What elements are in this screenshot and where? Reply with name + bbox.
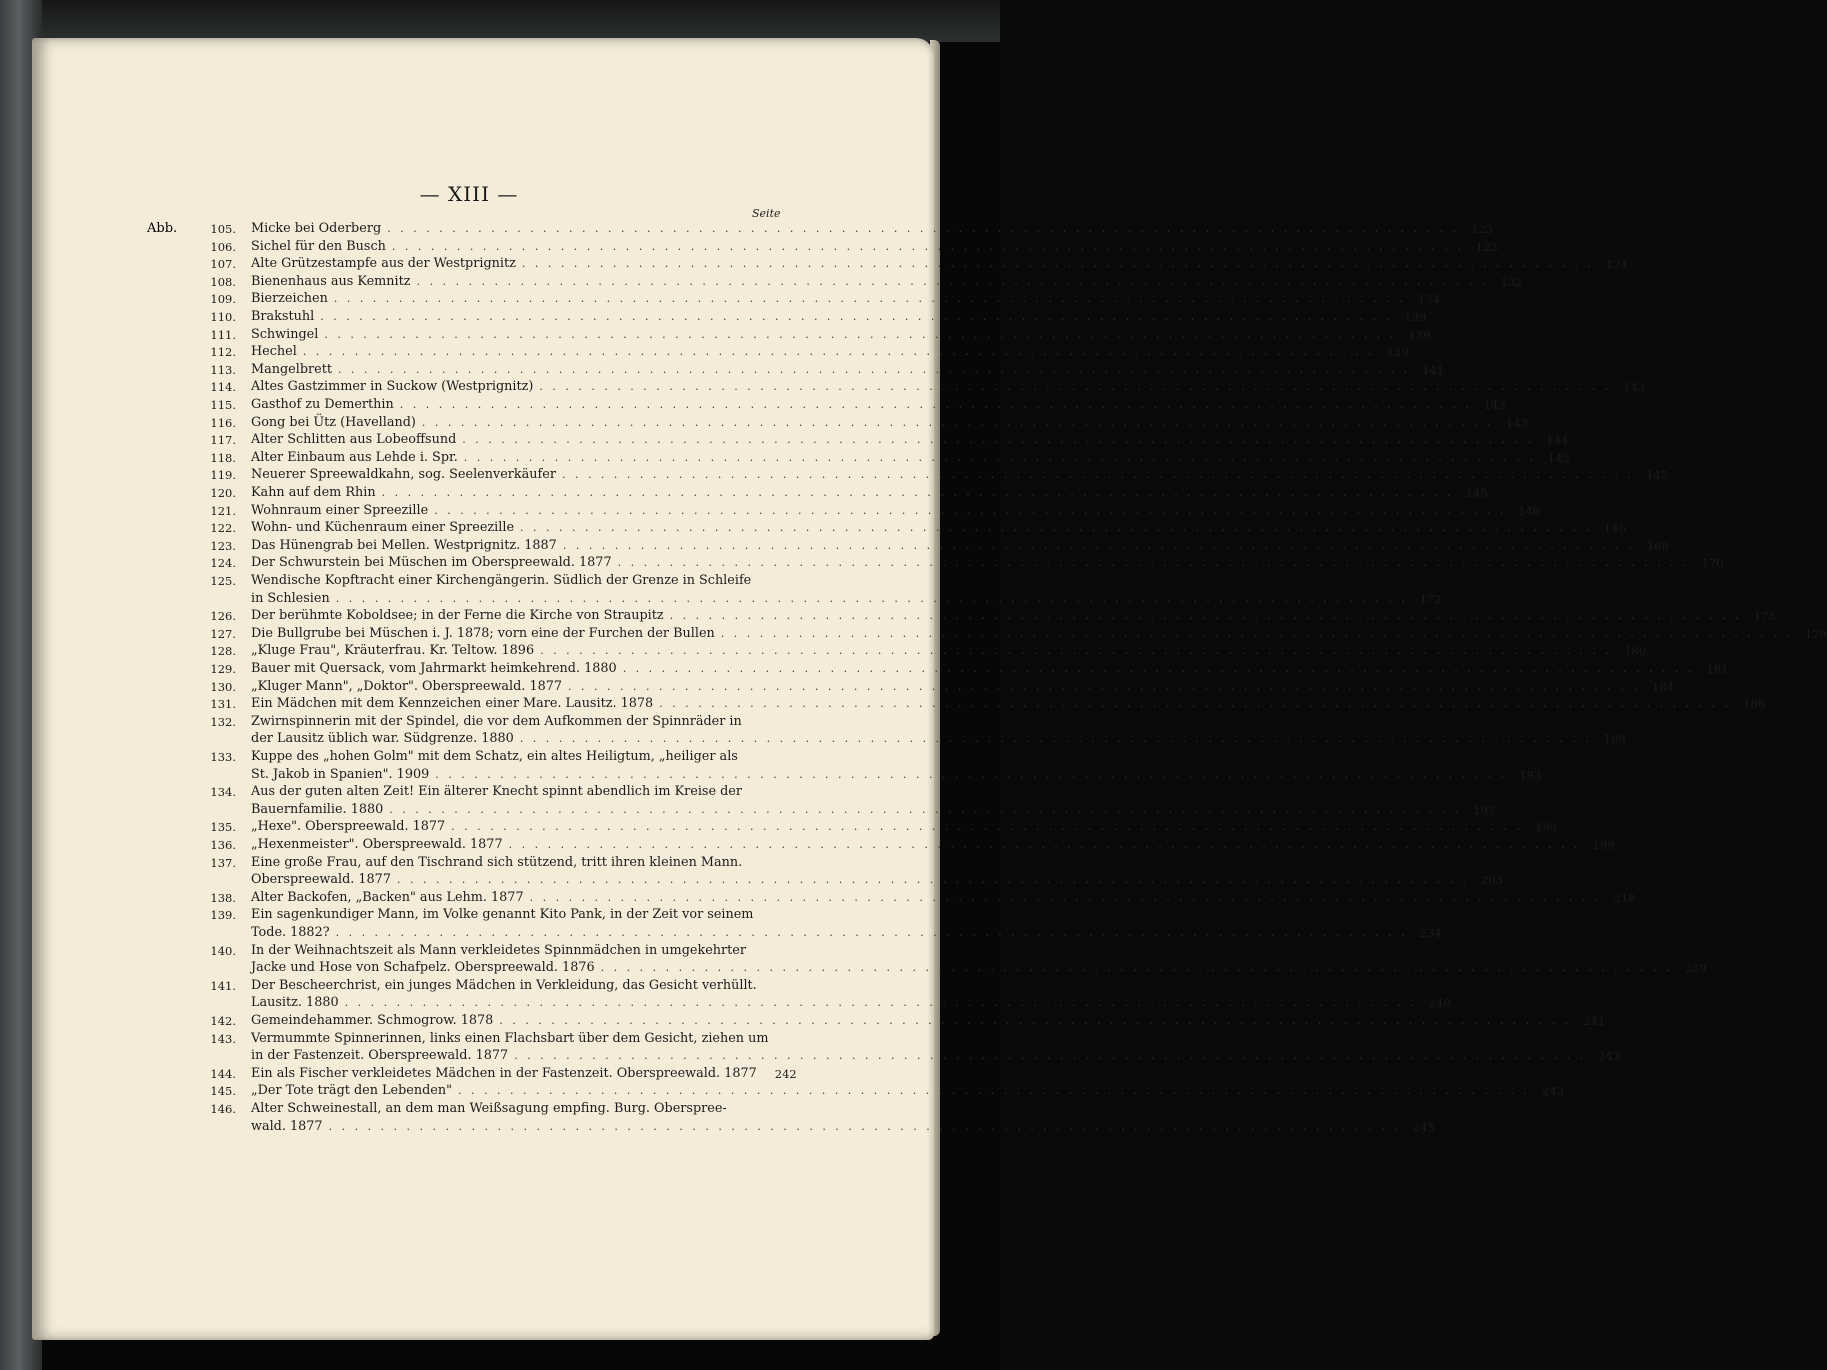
- entry-title: „Der Tote trägt den Lebenden": [251, 1083, 453, 1099]
- entry-title: Kahn auf dem Rhin: [251, 485, 376, 500]
- entry-line-with-page: [251, 994, 1451, 1012]
- illustration-number: 140.: [210, 943, 236, 958]
- illustration-number: 107.: [210, 257, 236, 272]
- entry-line-with-page: [251, 361, 1444, 379]
- entry-title: Alter Backofen, „Backen" aus Lehm. 1877: [251, 889, 524, 905]
- illustration-number: 106.: [210, 239, 236, 254]
- leader-dots: [389, 801, 1461, 819]
- page-number: 203: [1480, 873, 1503, 888]
- leader-dots: [601, 959, 1673, 977]
- entry-title: Bauernfamilie. 1880: [251, 801, 384, 817]
- entry-line-with-page: [251, 660, 1729, 678]
- leader-dots: [464, 449, 1536, 467]
- illustration-number: 138.: [210, 890, 236, 905]
- entry-title: Der berühmte Koboldsee; in der Ferne die Kirche von Straupitz: [251, 608, 664, 624]
- entry-title: Kuppe des „hohen Golm" mit dem Schatz, ein altes Heiligtum, „heiliger als: [251, 749, 738, 764]
- entry-title: St. Jakob in Spanien". 1909: [251, 766, 430, 782]
- entry-title: Gemeindehammer. Schmogrow. 1878: [251, 1013, 494, 1028]
- leader-dots: [514, 1047, 1586, 1065]
- illustration-number: 123.: [210, 538, 236, 553]
- page-number: 143: [1483, 398, 1506, 412]
- page-number: 145: [1645, 468, 1668, 483]
- illustration-number: 145.: [210, 1084, 236, 1099]
- illustration-number: 117.: [210, 433, 236, 448]
- page-number: 181: [1706, 662, 1729, 676]
- entry-title: „Kluge Frau", Kräuterfrau. Kr. Teltow. 1896: [251, 643, 535, 659]
- entry-title: Mangelbrett: [251, 361, 332, 377]
- leader-dots: [334, 290, 1406, 308]
- illustration-number: 118.: [210, 450, 236, 465]
- page-number: 172: [1419, 591, 1442, 606]
- page-number: 242: [774, 1066, 797, 1081]
- entry-line-with-page: [251, 238, 1498, 256]
- entry-title: Bierzeichen: [251, 291, 328, 307]
- page-number: 170: [1701, 556, 1724, 571]
- entry-title: Neuerer Spreewaldkahn, sog. Seelenverkäufer: [251, 467, 556, 483]
- leader-dots: [382, 484, 1454, 502]
- leader-dots: [462, 431, 1534, 449]
- page-number: 186: [1743, 697, 1766, 712]
- entry-line-with-page: [251, 607, 1776, 625]
- entry-line-with-page: [251, 695, 1766, 713]
- leader-dots: [324, 326, 1396, 344]
- leader-dots: [417, 273, 1489, 291]
- entry-title: In der Weihnachtszeit als Mann verkleidetes Spinnmädchen in umgekehrter: [251, 942, 746, 958]
- page-number: 124: [1605, 257, 1628, 272]
- illustration-number: 111.: [210, 327, 236, 342]
- page-number: 218: [1613, 890, 1636, 905]
- page-number: 241: [1583, 1014, 1606, 1028]
- entry-title: Bienenhaus aus Kemnitz: [251, 273, 411, 289]
- leader-dots: [520, 730, 1592, 748]
- illustration-number: 136.: [210, 838, 236, 852]
- page-number: 180: [1624, 644, 1647, 659]
- entry-line-with-page: [251, 537, 1669, 555]
- entry-title: Wendische Kopftracht einer Kirchengängerin. Südlich der Grenze in Schleife: [251, 573, 752, 588]
- entry-title: Hechel: [251, 344, 297, 360]
- entry-line-with-page: [251, 678, 1674, 696]
- leader-dots: [499, 1012, 1571, 1030]
- entry-line-with-page: [251, 625, 1827, 643]
- illustration-number: 112.: [210, 345, 236, 360]
- leader-dots: [539, 378, 1611, 396]
- page-number: 123: [1471, 222, 1494, 236]
- entry-line-with-page: [251, 519, 1626, 537]
- entry-line-with-page: [251, 255, 1628, 273]
- entry-title: Das Hünengrab bei Mellen. Westprignitz. 1887: [251, 537, 557, 553]
- leader-dots: [618, 554, 1690, 572]
- entry-title: Brakstuhl: [251, 309, 315, 324]
- entry-title: Tode. 1882?: [251, 925, 330, 940]
- entry-title: Sichel für den Busch: [251, 238, 386, 254]
- illustration-number: 105.: [210, 222, 236, 236]
- page-number: 146: [1518, 503, 1541, 518]
- leader-dots: [563, 537, 1635, 555]
- illustration-number: 128.: [210, 644, 236, 659]
- illustration-number: 143.: [210, 1031, 236, 1046]
- illustration-number: 129.: [210, 662, 236, 676]
- page-number: 197: [1473, 802, 1496, 817]
- abb-label: Abb.: [147, 221, 178, 236]
- illustration-number: 144.: [210, 1066, 236, 1081]
- illustration-number: 141.: [210, 978, 236, 993]
- entry-line-with-page: [251, 818, 1558, 836]
- entry-title: Eine große Frau, auf den Tischrand sich stützend, tritt ihren kleinen Mann.: [251, 854, 743, 870]
- illustration-number: 125.: [210, 574, 236, 588]
- entry-title: Gong bei Ütz (Havelland): [251, 414, 416, 430]
- entry-title: in der Fastenzeit. Oberspreewald. 1877: [251, 1048, 509, 1064]
- entry-line-with-page: [251, 730, 1626, 748]
- entry-title: Wohn- und Küchenraum einer Spreezille: [251, 520, 515, 536]
- entry-title: „Hexe". Oberspreewald. 1877: [251, 819, 446, 835]
- entry-title: Alter Schlitten aus Lobeoffsund: [251, 432, 457, 448]
- entry-line-with-page: [251, 343, 1409, 361]
- entry-title: Oberspreewald. 1877: [251, 872, 391, 888]
- entry-line-with-page: [251, 554, 1724, 572]
- illustration-number: 135.: [210, 820, 236, 835]
- entry-line-with-page: [251, 484, 1488, 502]
- leader-dots: [562, 466, 1634, 484]
- page-number: 132: [1500, 274, 1523, 289]
- leader-dots: [397, 871, 1469, 889]
- entry-line-with-page: [251, 502, 1541, 520]
- entry-title: Der Bescheerchrist, ein junges Mädchen in Verkleidung, das Gesicht verhüllt.: [251, 977, 757, 993]
- entry-title: wald. 1877: [251, 1118, 323, 1134]
- leader-dots: [435, 766, 1507, 784]
- page-number: 175: [1753, 609, 1776, 624]
- entry-line-with-page: [251, 326, 1431, 344]
- page-number-header: — XIII —: [419, 182, 519, 206]
- page-number: 242: [1598, 1049, 1621, 1064]
- entry-title: Schwingel: [251, 326, 319, 342]
- leader-dots: [400, 396, 1472, 414]
- entry-line-with-page: [251, 273, 1523, 291]
- leader-dots: [530, 889, 1602, 907]
- illustration-number: 142.: [210, 1014, 236, 1028]
- entry-title: Jacke und Hose von Schafpelz. Oberspreewald. 1876: [251, 960, 595, 976]
- illustration-number: 134.: [210, 785, 236, 800]
- page-number: 179: [1804, 626, 1827, 641]
- entry-line-with-page: [251, 396, 1506, 414]
- entry-line-with-page: [251, 766, 1542, 784]
- entry-title: „Hexenmeister". Oberspreewald. 1877: [251, 837, 503, 852]
- leader-dots: [422, 414, 1494, 432]
- entry-title: Wohnraum einer Spreezille: [251, 502, 429, 518]
- page-number: 123: [1475, 239, 1498, 254]
- page-number: 234: [1419, 926, 1442, 940]
- page-number: 168: [1646, 538, 1669, 553]
- leader-dots: [659, 695, 1731, 713]
- entry-title: Der Schwurstein bei Müschen im Oberspreewald. 1877: [251, 555, 612, 571]
- leader-dots: [670, 607, 1742, 625]
- leader-dots: [451, 818, 1523, 836]
- entry-title: Ein als Fischer verkleidetes Mädchen in der Fastenzeit. Oberspreewald. 1877: [251, 1065, 757, 1081]
- leader-dots: [522, 255, 1594, 273]
- entry-line-with-page: [251, 449, 1570, 467]
- page-number: 199: [1592, 838, 1615, 852]
- entry-line-with-page: [251, 801, 1496, 819]
- entry-title: Alter Schweinestall, an dem man Weißsagung empfing. Burg. Oberspree-: [251, 1101, 727, 1116]
- entry-line-with-page: [251, 1047, 1621, 1065]
- illustration-number: 124.: [210, 556, 236, 571]
- illustration-number: 119.: [210, 468, 236, 483]
- page-number: 240: [1428, 996, 1451, 1011]
- seite-column-label: Seite: [752, 207, 781, 220]
- leader-dots: [338, 361, 1410, 379]
- entry-line-with-page: [251, 889, 1636, 907]
- entry-title: Gasthof zu Demerthin: [251, 397, 394, 412]
- entry-title: Lausitz. 1880: [251, 995, 339, 1011]
- leader-dots: [520, 519, 1592, 537]
- page-number: 139: [1386, 345, 1409, 360]
- page-number: 245: [1412, 1119, 1435, 1134]
- leader-dots: [458, 1082, 1530, 1100]
- entry-line-with-page: [251, 871, 1503, 889]
- illustration-number: 121.: [210, 503, 236, 518]
- page-number: 189: [1603, 732, 1626, 747]
- entry-title: Die Bullgrube bei Müschen i. J. 1878; vorn eine der Furchen der Bullen: [251, 625, 715, 641]
- illustration-number: 113.: [210, 362, 236, 377]
- entry-title: Altes Gastzimmer in Suckow (Westprignitz): [251, 379, 534, 395]
- illustration-number: 108.: [210, 274, 236, 289]
- entry-line-with-page: [251, 290, 1440, 308]
- entry-title: Aus der guten alten Zeit! Ein älterer Knecht spinnt abendlich im Kreise der: [251, 784, 742, 800]
- illustration-number: 110.: [210, 310, 236, 324]
- illustration-number: 114.: [210, 380, 236, 395]
- entry-title: Bauer mit Quersack, vom Jahrmarkt heimkehrend. 1880: [251, 661, 617, 676]
- illustration-number: 116.: [210, 415, 236, 430]
- leader-dots: [320, 308, 1392, 326]
- leader-dots: [345, 994, 1417, 1012]
- leader-dots: [434, 502, 1506, 520]
- leader-dots: [540, 642, 1612, 660]
- illustration-number: 146.: [210, 1102, 236, 1116]
- entry-line-with-page: [251, 414, 1528, 432]
- entry-line-with-page: [251, 924, 1442, 942]
- entry-title: Ein Mädchen mit dem Kennzeichen einer Mare. Lausitz. 1878: [251, 696, 654, 712]
- page-number: 134: [1417, 292, 1440, 307]
- entry-title: in Schlesien: [251, 590, 330, 606]
- leader-dots: [721, 625, 1793, 643]
- page-number: 239: [1684, 961, 1707, 976]
- page-number: 145: [1547, 450, 1570, 465]
- illustration-number: 131.: [210, 697, 236, 712]
- leader-dots: [568, 678, 1640, 696]
- leader-dots: [509, 836, 1581, 854]
- page-number: 144: [1546, 433, 1569, 448]
- illustration-number: 120.: [210, 486, 236, 500]
- page-number: 145: [1465, 486, 1488, 500]
- illustration-number: 139.: [210, 908, 236, 923]
- page-number: 184: [1652, 679, 1674, 694]
- entry-title: Ein sagenkundiger Mann, im Volke genannt Kito Pank, in der Zeit vor seinem: [251, 907, 754, 923]
- leader-dots: [336, 590, 1408, 608]
- leader-dots: [329, 1118, 1401, 1136]
- entry-line-with-page: [251, 220, 1494, 238]
- page-number: 143: [1505, 415, 1528, 430]
- page-number: 243: [1542, 1084, 1564, 1099]
- entry-title: der Lausitz üblich war. Südgrenze. 1880: [251, 731, 514, 747]
- entry-title: Micke bei Oderberg: [251, 221, 382, 236]
- entry-title: Alte Grützestampfe aus der Westprignitz: [251, 256, 516, 272]
- entry-title: „Kluger Mann", „Doktor". Oberspreewald. 1877: [251, 678, 563, 694]
- illustration-number: 122.: [210, 521, 236, 536]
- page-number: 198: [1535, 820, 1558, 835]
- illustration-number: 109.: [210, 292, 236, 307]
- entry-line-with-page: [251, 642, 1647, 660]
- entry-line-with-page: [251, 836, 1615, 854]
- leader-dots: [336, 924, 1408, 942]
- illustration-number: 126.: [210, 609, 236, 624]
- page-number: 193: [1519, 767, 1542, 782]
- page-number: 141: [1421, 362, 1444, 377]
- entry-title: Zwirnspinnerin mit der Spindel, die vor dem Aufkommen der Spinnräder in: [251, 713, 742, 729]
- entry-line-with-page: [251, 308, 1427, 326]
- entry-line-with-page: [251, 1065, 797, 1083]
- entry-line-with-page: [251, 1012, 1606, 1030]
- illustration-number: 137.: [210, 855, 236, 870]
- entry-line-with-page: [251, 431, 1569, 449]
- page-number: 139: [1408, 327, 1431, 342]
- leader-dots: [392, 238, 1464, 256]
- entry-line-with-page: [251, 1118, 1435, 1136]
- page-number: 139: [1404, 310, 1427, 324]
- entry-title: Vermummte Spinnerinnen, links einen Flachsbart über dem Gesicht, ziehen um: [251, 1030, 769, 1046]
- entry-line-with-page: [251, 590, 1442, 608]
- entry-line-with-page: [251, 959, 1707, 977]
- illustration-number: 130.: [210, 679, 236, 694]
- entry-line-with-page: [251, 1082, 1564, 1100]
- illustration-number: 132.: [210, 714, 236, 729]
- leader-dots: [303, 343, 1375, 361]
- entry-title: Alter Einbaum aus Lehde i. Spr.: [251, 449, 458, 465]
- illustration-number: 127.: [210, 626, 236, 641]
- leader-dots: [387, 220, 1459, 238]
- illustration-number: 115.: [210, 398, 236, 412]
- page-number: 143: [1623, 380, 1646, 395]
- entry-line-with-page: [251, 466, 1668, 484]
- illustration-number: 133.: [210, 750, 236, 764]
- page-number: 146: [1604, 521, 1626, 536]
- entry-line-with-page: [251, 378, 1646, 396]
- leader-dots: [623, 660, 1695, 678]
